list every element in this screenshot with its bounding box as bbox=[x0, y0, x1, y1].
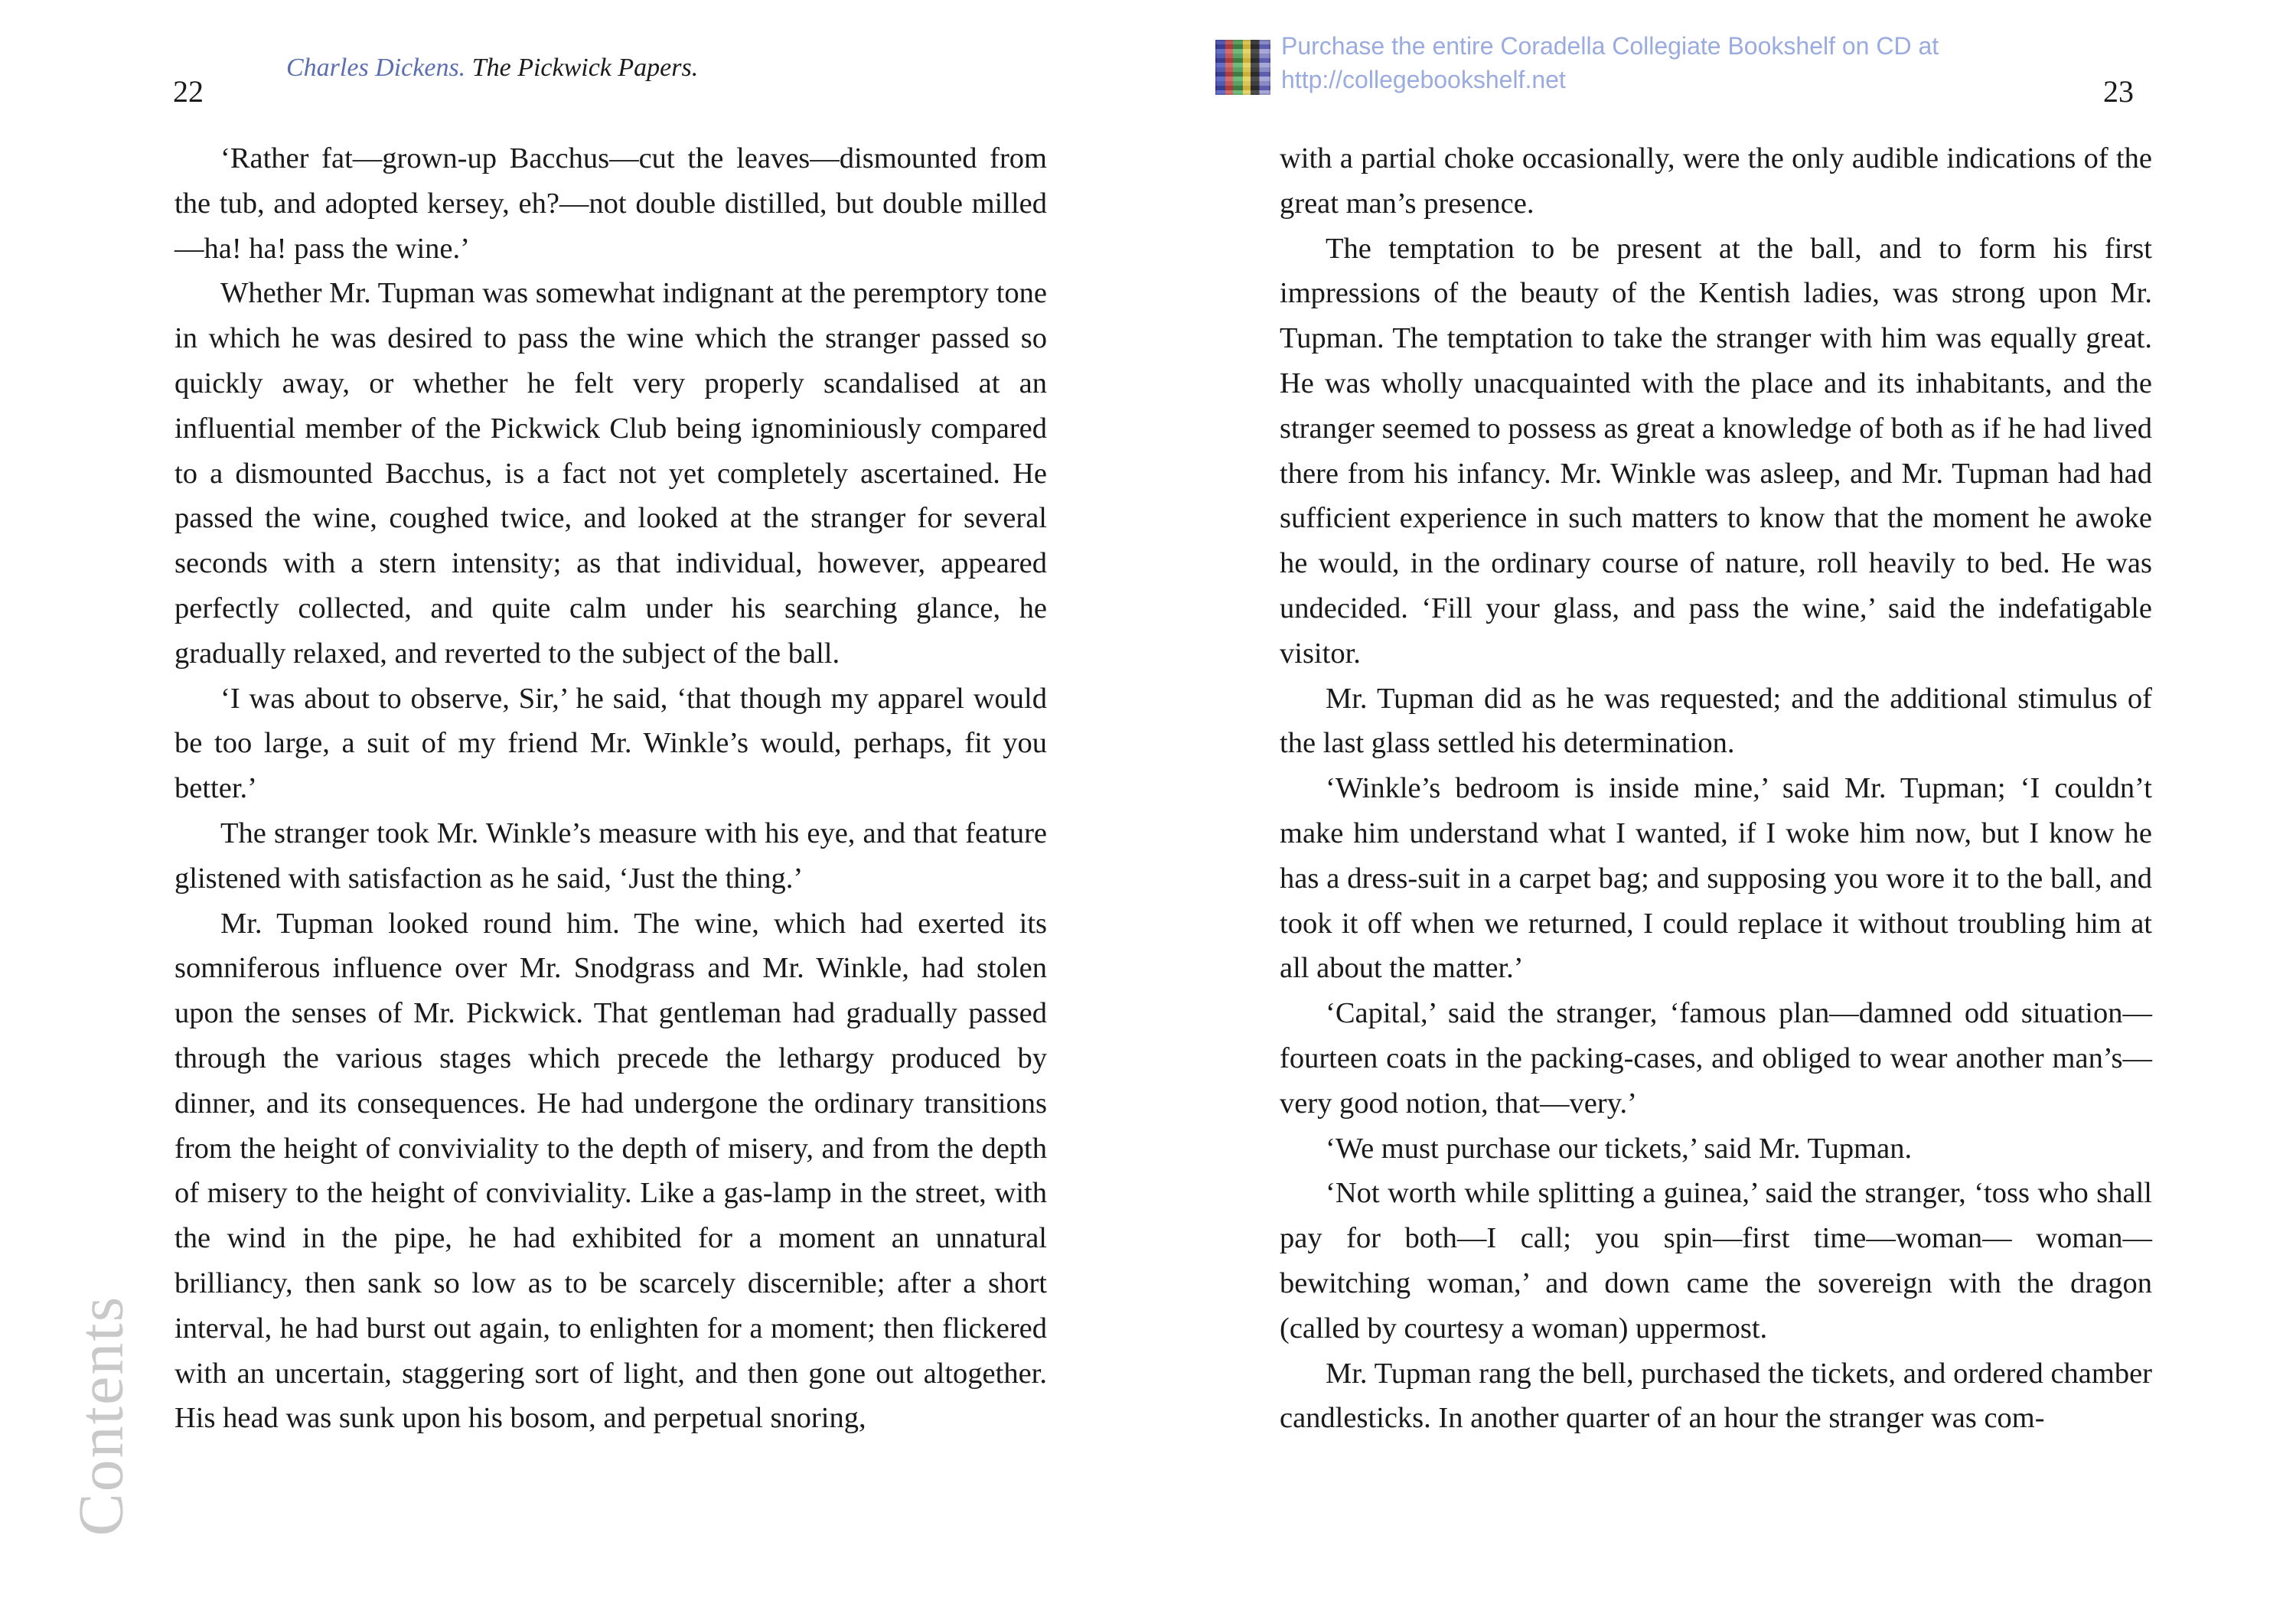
paragraph: Whether Mr. Tupman was somewhat indignant at the peremptory tone in which he was desired to pass the wine which the stranger passed so quickly away, or whether he felt very properly scandalised at an influential member of the Pickwick Club being ignominiously compared to a dismounted Bacchus, is a fact not yet completely ascertained. He passed the wine, coughed twice, and looked at the stranger for several seconds with a stern intensity; as that individual, however, appeared perfectly collected, and quite calm under his searching glance, he gradually relaxed, and reverted to the subject of the ball. bbox=[174, 277, 1047, 670]
paragraph: ‘Rather fat—grown-up Bacchus—cut the leaves—dismounted from the tub, and adopted kersey, eh?—not double distilled, but double milled—ha! ha! pass the wine.’ bbox=[174, 142, 1047, 265]
paragraph: Mr. Tupman rang the bell, purchased the tickets, and ordered chamber candlesticks. In another quarter of an hour the stranger was com- bbox=[1280, 1357, 2152, 1435]
left-page-text bbox=[174, 136, 1047, 1441]
running-head-title: The Pickwick Papers. bbox=[471, 54, 699, 82]
right-page-text bbox=[1280, 136, 2152, 1441]
contents-link[interactable] bbox=[65, 1293, 137, 1538]
paragraph: Mr. Tupman did as he was requested; and the additional stimulus of the last glass settled his determination. bbox=[1280, 682, 2152, 760]
paragraph: ‘Not worth while splitting a guinea,’ said the stranger, ‘toss who shall pay for both—I call; you spin—first time—woman— woman—bewitching woman,’ and down came the sovereign with the dragon (called by courtesy a woman) uppermost. bbox=[1280, 1177, 2152, 1345]
paragraph: The stranger took Mr. Winkle’s measure with his eye, and that feature glistened with satisfaction as he said, ‘Just the thing.’ bbox=[174, 817, 1047, 895]
paragraph: ‘I was about to observe, Sir,’ he said, ‘that though my apparel would be too large, a suit of my friend Mr. Winkle’s would, perhaps, fit you better.’ bbox=[174, 682, 1047, 805]
promo-text[interactable] bbox=[1281, 29, 1939, 96]
paragraph: The temptation to be present at the ball, and to form his first impressions of the beauty of the Kentish ladies, was strong upon Mr. Tupman. The temptation to take the stranger with him was equally great. He was wholly unacquainted with the place and its inhabitants, and the stranger seemed to possess as great a knowledge of both as if he had lived there from his infancy. Mr. Winkle was asleep, and Mr. Tupman had had sufficient experience in such matters to know that the moment he awoke he would, in the ordinary course of nature, roll heavily to bed. He was undecided. ‘Fill your glass, and pass the wine,’ said the indefatigable visitor. bbox=[1280, 232, 2152, 670]
bookshelf-logo-icon[interactable] bbox=[1215, 40, 1270, 95]
promo-banner[interactable] bbox=[1215, 29, 2057, 103]
paragraph: ‘Winkle’s bedroom is inside mine,’ said Mr. Tupman; ‘I couldn’t make him understand what I wanted, if I woke him now, but I know he has a dress-suit in a carpet bag; and supposing you wore it to the ball, and took it off when we returned, I could replace it without troubling him at all about the matter.’ bbox=[1280, 772, 2152, 985]
left-page-number: 22 bbox=[173, 74, 204, 109]
paragraph: ‘Capital,’ said the stranger, ‘famous plan—damned odd situation—fourteen coats in the packing-cases, and obliged to wear another man’s—very good notion, that—very.’ bbox=[1280, 997, 2152, 1120]
right-page-number: 23 bbox=[2103, 74, 2134, 109]
contents-label[interactable]: Contents bbox=[65, 1295, 137, 1537]
paragraph: ‘We must purchase our tickets,’ said Mr. Tupman. bbox=[1326, 1132, 1913, 1165]
running-head-author: Charles Dickens. bbox=[286, 54, 466, 82]
promo-line-1[interactable]: Purchase the entire Coradella Collegiate Bookshelf on CD at bbox=[1281, 32, 1939, 60]
promo-link[interactable]: http://collegebookshelf.net bbox=[1281, 66, 1566, 93]
paragraph: Mr. Tupman looked round him. The wine, which had exerted its somniferous influence over Mr. Snodgrass and Mr. Winkle, had stolen upon the senses of Mr. Pickwick. That gentleman had gradually passed through the various stages which precede the lethargy produced by dinner, and its consequences. He had undergone the ordinary transitions from the height of conviviality to the depth of misery, and from the depth of misery to the height of conviviality. Like a gas-lamp in the street, with the wind in the pipe, he had exhibited for a moment an unnatural brilliancy, then sank so low as to be scarcely discernible; after a short interval, he had burst out again, to enlighten for a moment; then flickered with an uncertain, staggering sort of light, and then gone out altogether. His head was sunk upon his bosom, and perpetual snoring, bbox=[174, 907, 1047, 1435]
running-head bbox=[286, 54, 698, 83]
paragraph: with a partial choke occasionally, were the only audible indications of the great man’s presence. bbox=[1280, 142, 2152, 220]
